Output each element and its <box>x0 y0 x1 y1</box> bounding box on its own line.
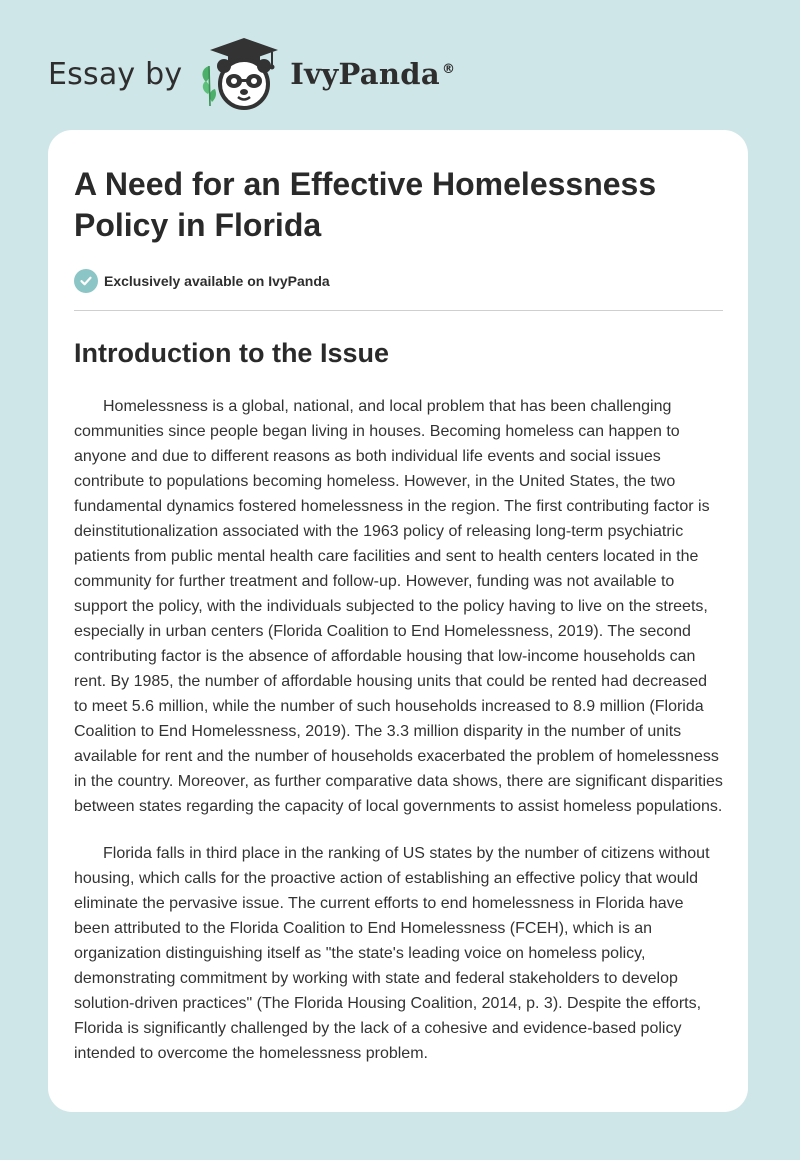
page-title: A Need for an Effective Homelessness Policy in Florida <box>74 166 657 243</box>
article-card <box>48 130 748 1112</box>
paragraph: Homelessness is a global, national, and local problem that has been challenging communities since people began living in houses. Becoming homeless can happen to anyone and due to different reasons as both individual life events and social issues contribute to populations becoming homeless. However, in the United States, the two fundamental dynamics fostered homelessness in the region. The first contributing factor is deinstitutionalization associated with the 1963 policy of releasing long-term psychiatric patients from public mental health care facilities and sent to health centers located in the community for further treatment and follow-up. However, funding was not available to support the policy, with the individuals subjected to the policy having to live on the streets, especially in urban centers (Florida Coalition to End Homelessness, 2019). The second contributing factor is the absence of affordable housing that low-income households can rent. By 1985, the number of affordable housing units that could be rented had decreased to meet 5.6 million, while the number of such households increased to 8.9 million (Florida Coalition to End Homelessness, 2019). The 3.3 million disparity in the number of units available for rent and the number of households exacerbated the problem of homelessness in the country. Moreover, as further comparative data shows, there are significant disparities between states regarding the capacity of local governments to assist homeless populations. <box>74 398 723 815</box>
registered-mark: ® <box>441 62 456 78</box>
badge-text: Exclusively available on IvyPanda <box>104 273 330 289</box>
exclusive-badge <box>74 268 723 294</box>
paragraph: Florida falls in third place in the ranking of US states by the number of citizens without housing, which calls for the proactive action of establishing an effective policy that would eliminate the pervasive issue. The current efforts to end homelessness in Florida have been attributed to the Florida Coalition to End Homelessness (FCEH), which is an organization distinguishing itself as "the state's leading voice on homeless policy, demonstrating commitment by working with state and federal stakeholders to develop solution-driven practices" (The Florida Housing Coalition, 2014, p. 3). Despite the efforts, Florida is significantly challenged by the lack of a cohesive and evidence-based policy intended to overcome the homelessness problem. <box>74 845 710 1062</box>
divider <box>74 310 723 311</box>
article-body <box>74 130 723 1066</box>
leaf-icon <box>203 66 217 106</box>
section-heading: Introduction to the Issue <box>74 338 389 368</box>
brand-name[interactable]: IvyPanda ® <box>290 57 456 91</box>
panda-graduate-icon[interactable] <box>196 36 286 112</box>
check-icon <box>74 269 98 293</box>
site-header <box>48 34 455 114</box>
brand-prefix: Essay by <box>48 56 183 92</box>
